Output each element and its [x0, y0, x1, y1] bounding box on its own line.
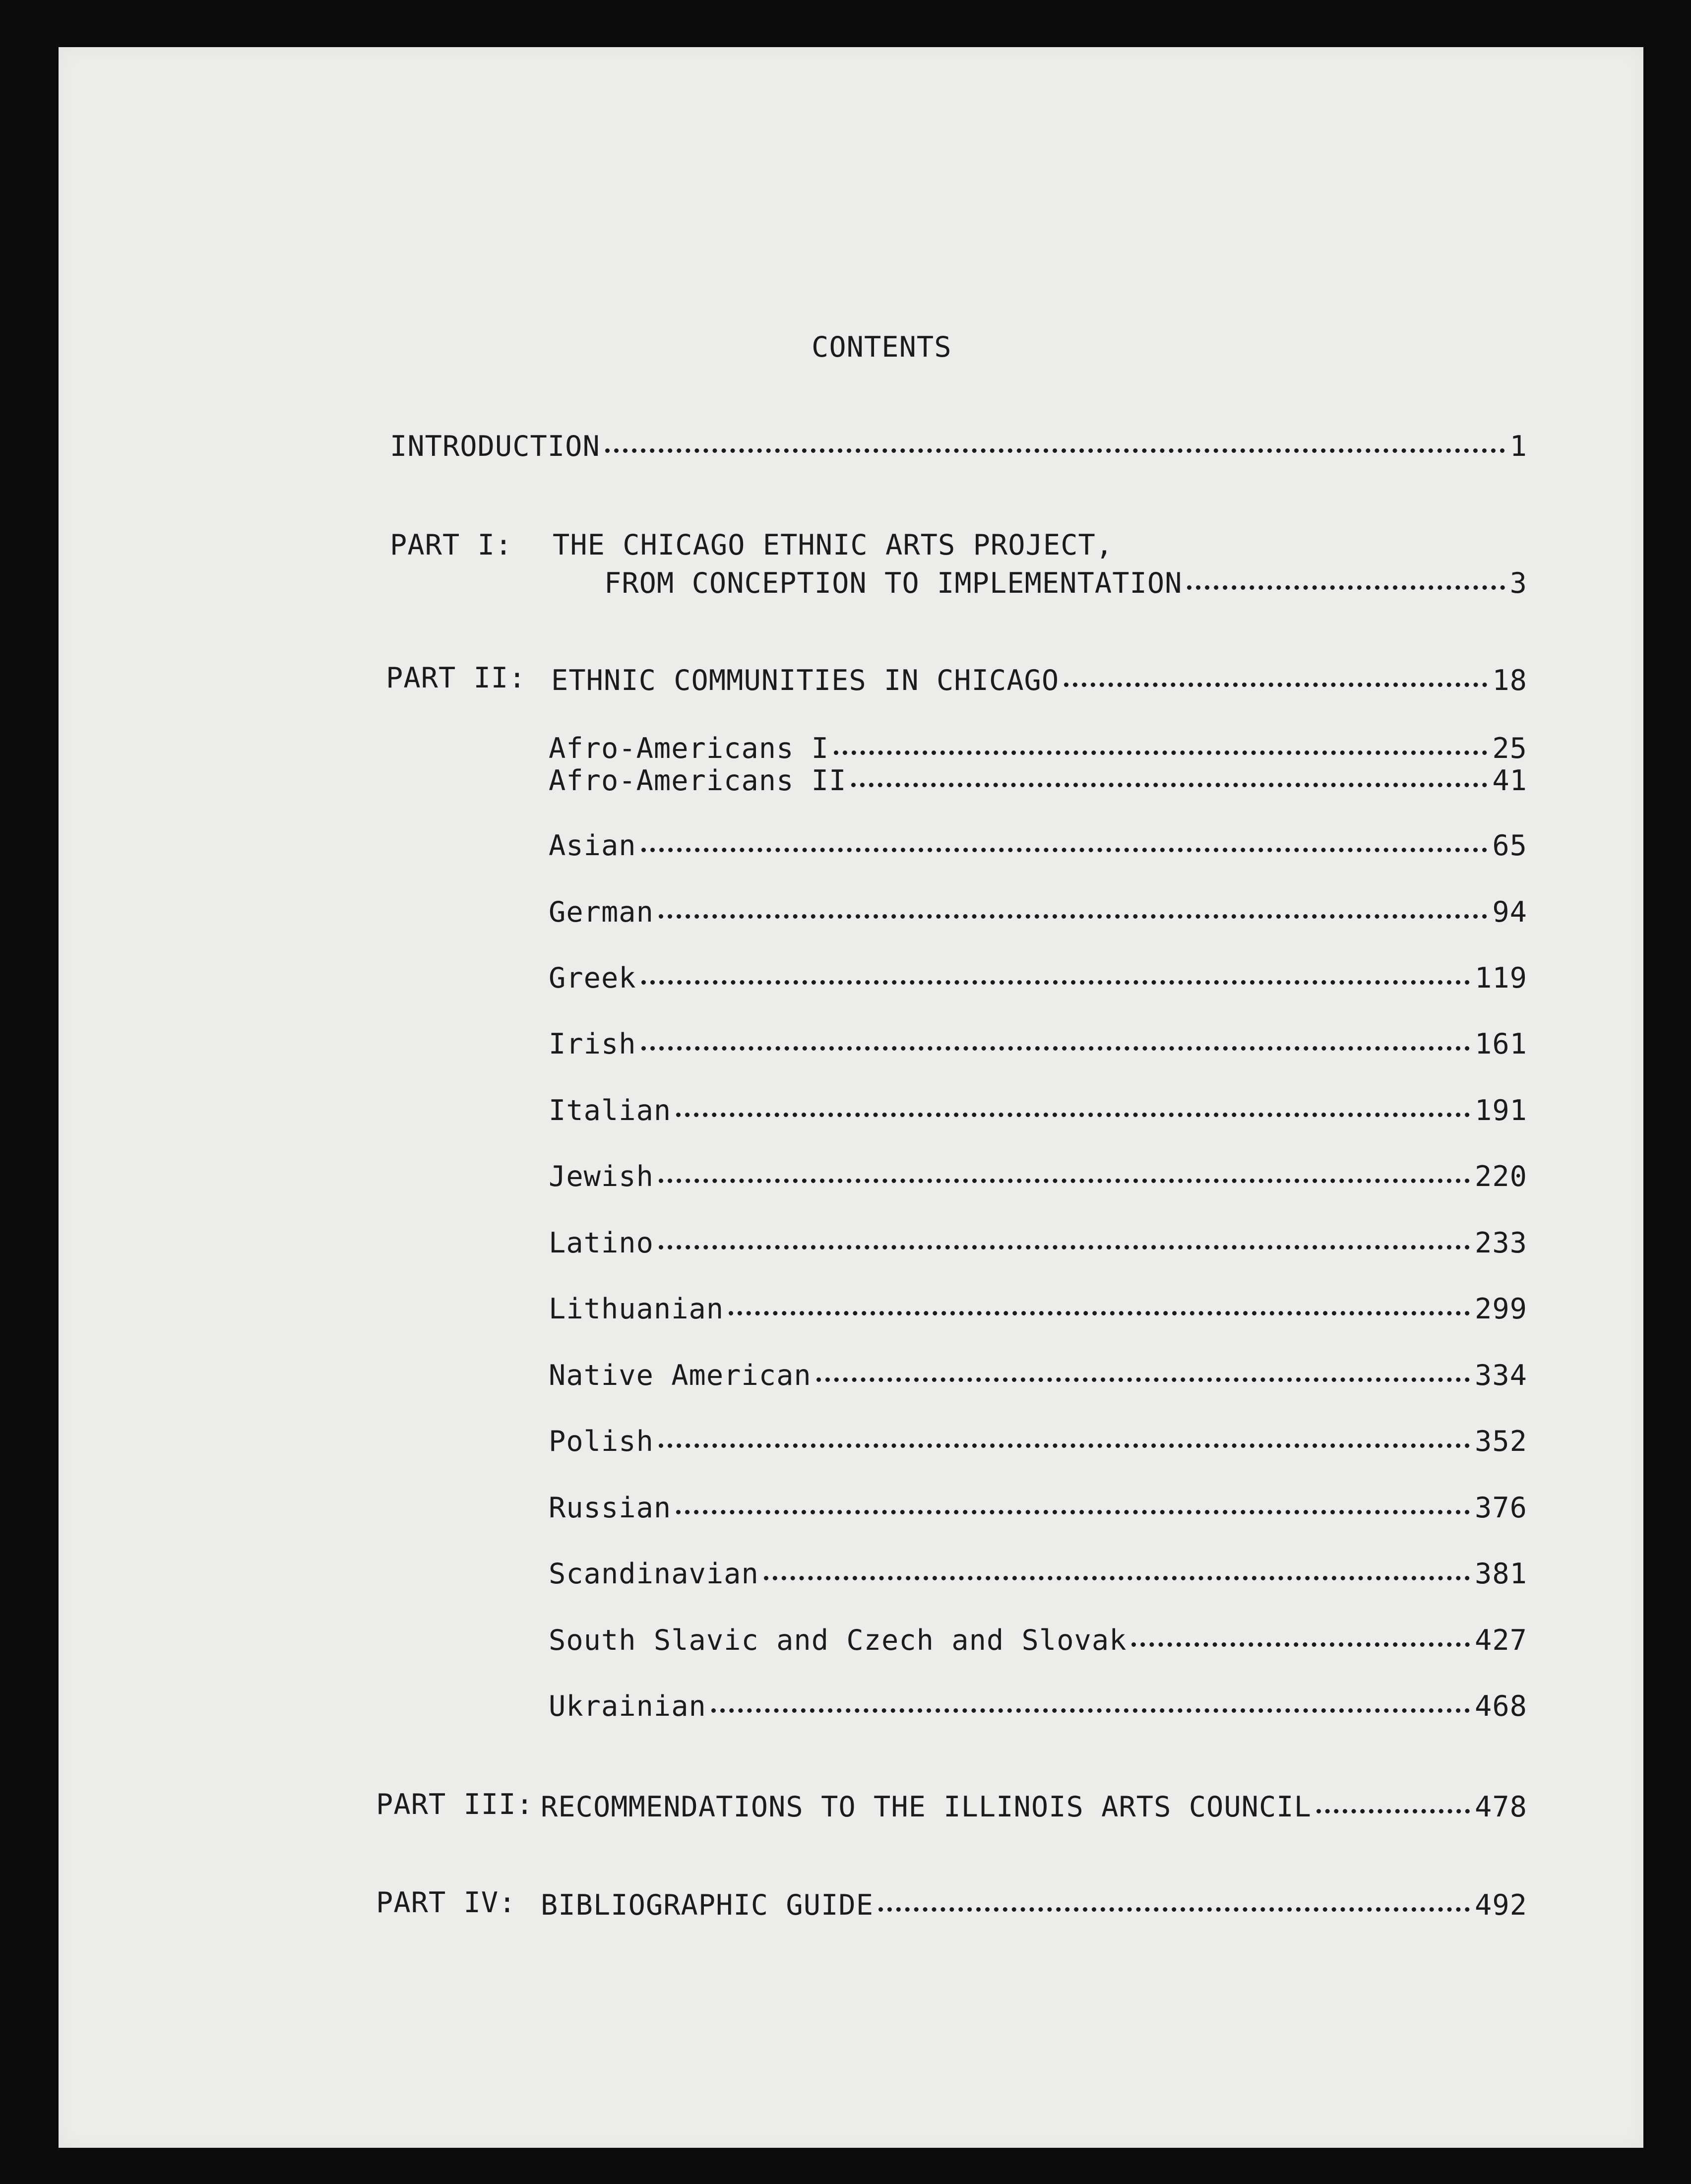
toc-label: Native American	[549, 1359, 812, 1392]
toc-page-number: 468	[1475, 1690, 1527, 1723]
dot-leader	[834, 750, 1487, 755]
toc-page-number: 65	[1492, 829, 1527, 862]
toc-entry	[549, 1624, 1527, 1656]
dot-leader	[711, 1708, 1470, 1713]
dot-leader	[1187, 585, 1504, 590]
dot-leader	[1064, 683, 1487, 687]
toc-label: FROM CONCEPTION TO IMPLEMENTATION	[604, 567, 1183, 600]
toc-label: Afro-Americans I	[549, 732, 829, 765]
toc-entry-introduction	[390, 430, 1527, 462]
toc-entry	[549, 896, 1527, 928]
toc-page-number: 492	[1475, 1889, 1527, 1922]
toc-label: Scandinavian	[549, 1558, 759, 1590]
toc-page-number: 41	[1492, 764, 1527, 797]
toc-entry	[549, 962, 1527, 994]
toc-entry-part-4	[541, 1889, 1527, 1921]
dot-leader	[1131, 1642, 1470, 1647]
toc-label: Latino	[549, 1227, 654, 1259]
dot-leader	[816, 1377, 1470, 1382]
toc-page-number: 161	[1475, 1028, 1527, 1061]
toc-entry-part-2	[551, 664, 1527, 696]
toc-entry	[549, 1160, 1527, 1192]
toc-label: Italian	[549, 1094, 672, 1127]
toc-entry	[549, 732, 1527, 764]
toc-entry	[549, 1558, 1527, 1589]
toc-entry	[549, 1359, 1527, 1391]
dot-leader	[605, 448, 1505, 453]
toc-label: RECOMMENDATIONS TO THE ILLINOIS ARTS COUNCIL	[541, 1791, 1312, 1823]
dot-leader	[659, 1245, 1470, 1249]
dot-leader	[641, 980, 1470, 985]
part-1-title-line-1: THE CHICAGO ETHNIC ARTS PROJECT,	[553, 529, 1114, 562]
dot-leader	[729, 1311, 1470, 1315]
toc-page-number: 3	[1509, 567, 1527, 600]
toc-label: ETHNIC COMMUNITIES IN CHICAGO	[551, 664, 1060, 697]
dot-leader	[641, 1046, 1470, 1051]
dot-leader	[851, 783, 1487, 787]
part-2-prefix: PART II:	[386, 662, 526, 694]
toc-page-number: 352	[1475, 1425, 1527, 1458]
toc-label: Ukrainian	[549, 1690, 706, 1723]
toc-page-number: 233	[1475, 1227, 1527, 1259]
toc-page-number: 191	[1475, 1094, 1527, 1127]
dot-leader	[641, 848, 1488, 852]
part-4-prefix: PART IV:	[376, 1886, 516, 1919]
toc-entry	[549, 1690, 1527, 1722]
toc-page-number: 299	[1475, 1293, 1527, 1325]
toc-page-number: 94	[1492, 896, 1527, 929]
toc-page-number: 220	[1475, 1160, 1527, 1193]
dot-leader	[659, 1179, 1470, 1183]
toc-label: Lithuanian	[549, 1293, 724, 1325]
document-page	[59, 47, 1643, 2148]
toc-label: BIBLIOGRAPHIC GUIDE	[541, 1889, 874, 1922]
toc-label: German	[549, 896, 654, 929]
dot-leader	[676, 1113, 1470, 1117]
toc-entry	[549, 1492, 1527, 1523]
toc-entry-part-1	[604, 567, 1527, 599]
dot-leader	[676, 1510, 1470, 1514]
toc-label: Greek	[549, 962, 636, 995]
toc-entry-part-3	[541, 1791, 1527, 1822]
dot-leader	[878, 1907, 1470, 1912]
toc-page-number: 25	[1492, 732, 1527, 765]
toc-page-number: 427	[1475, 1624, 1527, 1657]
toc-page-number: 1	[1509, 430, 1527, 463]
toc-page-number: 18	[1492, 664, 1527, 697]
toc-entry	[549, 829, 1527, 861]
toc-label: Jewish	[549, 1160, 654, 1193]
toc-entry	[549, 1094, 1527, 1126]
toc-page-number: 334	[1475, 1359, 1527, 1392]
toc-label: Asian	[549, 829, 636, 862]
toc-page-number: 381	[1475, 1558, 1527, 1590]
part-1-prefix: PART I:	[390, 529, 513, 562]
dot-leader	[764, 1576, 1470, 1580]
toc-page-number: 119	[1475, 962, 1527, 995]
toc-entry	[549, 1425, 1527, 1457]
dot-leader	[659, 914, 1487, 919]
dot-leader	[659, 1443, 1470, 1448]
toc-label: South Slavic and Czech and Slovak	[549, 1624, 1127, 1657]
part-3-prefix: PART III:	[376, 1788, 534, 1821]
toc-entry	[549, 1227, 1527, 1258]
toc-label: Irish	[549, 1028, 636, 1061]
toc-page-number: 478	[1475, 1791, 1527, 1823]
toc-entry	[549, 1028, 1527, 1060]
toc-page-number: 376	[1475, 1492, 1527, 1524]
page-title: CONTENTS	[812, 331, 952, 364]
toc-label: INTRODUCTION	[390, 430, 600, 463]
toc-entry	[549, 1293, 1527, 1324]
toc-entry	[549, 764, 1527, 796]
toc-label: Polish	[549, 1425, 654, 1458]
toc-label: Afro-Americans II	[549, 764, 847, 797]
toc-label: Russian	[549, 1492, 672, 1524]
dot-leader	[1316, 1809, 1470, 1813]
